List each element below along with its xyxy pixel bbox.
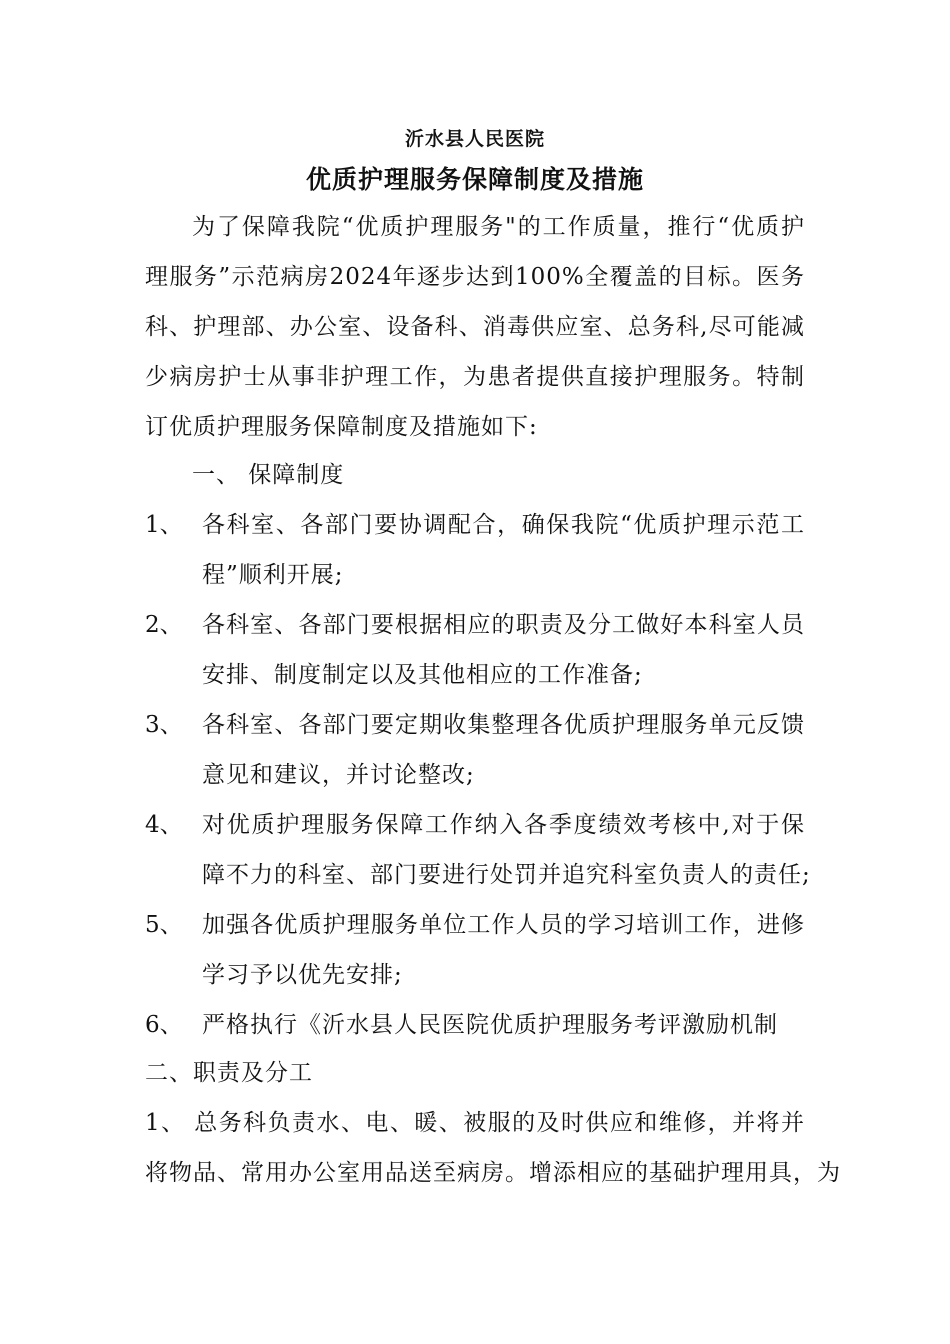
intro-line: 为了保障我院“优质护理服务"的工作质量，推行“优质护 <box>192 214 805 240</box>
list-item-text: 各科室、各部门要协调配合，确保我院“优质护理示范工 <box>202 512 805 538</box>
list-item-text: 障不力的科室、部门要进行处罚并追究科室负责人的责任; <box>202 862 811 888</box>
list-item-text: 各科室、各部门要定期收集整理各优质护理服务单元反馈 <box>202 712 805 738</box>
section-heading: 一、 保障制度 <box>192 462 345 488</box>
body-line: 1、 总务科负责水、电、暖、被服的及时供应和维修，并将并 <box>145 1110 805 1136</box>
list-item-text: 严格执行《沂水县人民医院优质护理服务考评激励机制 <box>202 1012 778 1038</box>
intro-line: 订优质护理服务保障制度及措施如下: <box>145 414 538 440</box>
intro-line: 少病房护士从事非护理工作，为患者提供直接护理服务。特制 <box>145 364 805 390</box>
list-item-text: 安排、制度制定以及其他相应的工作准备; <box>202 662 643 688</box>
list-item-text: 各科室、各部门要根据相应的职责及分工做好本科室人员 <box>202 612 805 638</box>
body-line: 将物品、常用办公室用品送至病房。增添相应的基础护理用具，为 <box>145 1160 841 1186</box>
list-item-number: 6、 <box>145 1012 183 1038</box>
list-item-number: 4、 <box>145 812 183 838</box>
intro-line: 科、护理部、办公室、设备科、消毒供应室、总务科,尽可能减 <box>145 314 805 340</box>
document-title: 优质护理服务保障制度及措施 <box>305 165 644 194</box>
list-item-number: 2、 <box>145 612 183 638</box>
list-item-number: 3、 <box>145 712 183 738</box>
list-item-number: 1、 <box>145 512 183 538</box>
list-item-text: 学习予以优先安排; <box>202 962 403 988</box>
list-item-text: 对优质护理服务保障工作纳入各季度绩效考核中,对于保 <box>202 812 805 838</box>
section-heading: 二、职责及分工 <box>145 1060 313 1086</box>
hospital-name: 沂水县人民医院 <box>404 128 545 150</box>
list-item-text: 加强各优质护理服务单位工作人员的学习培训工作，进修 <box>202 912 805 938</box>
intro-line: 理服务”示范病房2024年逐步达到100%全覆盖的目标。医务 <box>145 264 805 290</box>
list-item-number: 5、 <box>145 912 183 938</box>
list-item-text: 意见和建议，并讨论整改; <box>202 762 475 788</box>
list-item-text: 程”顺利开展; <box>202 562 344 588</box>
